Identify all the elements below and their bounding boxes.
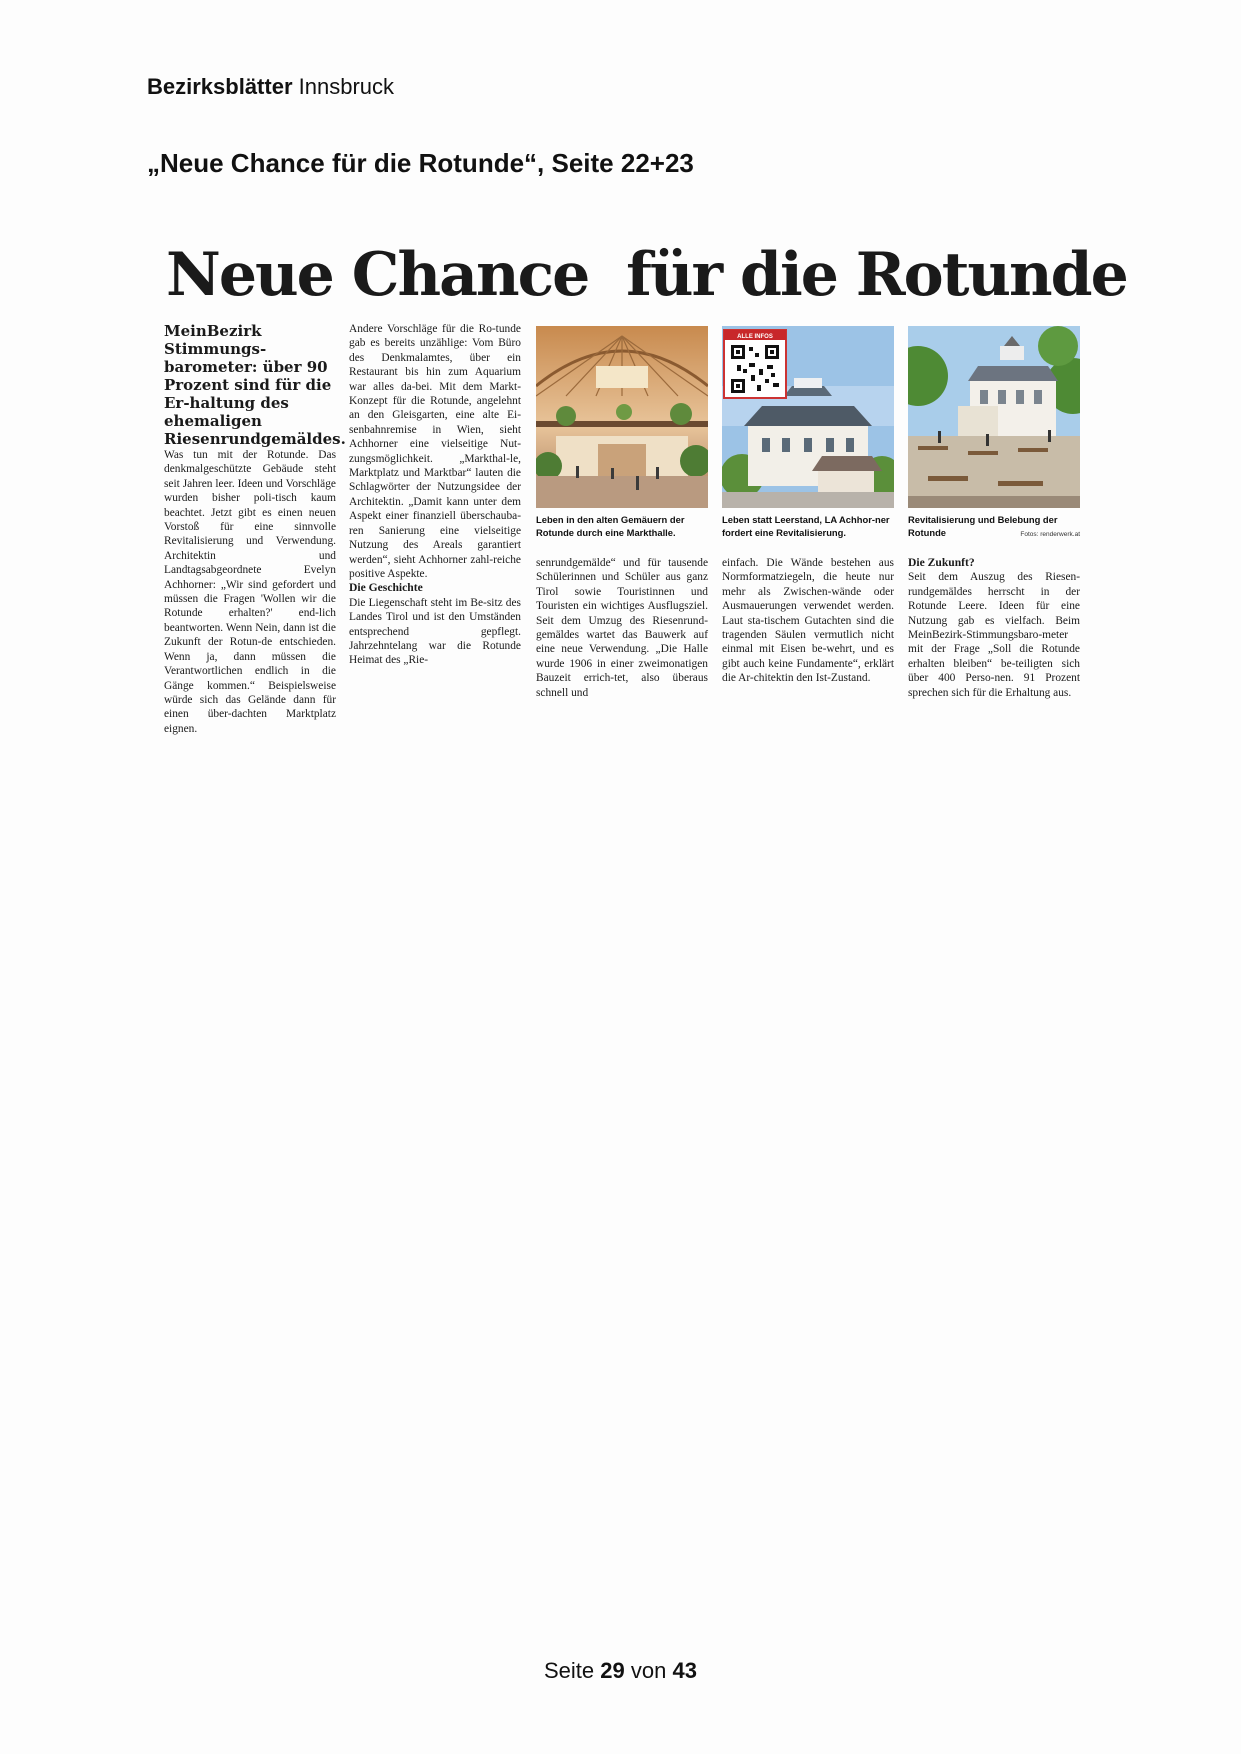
article-headline: Neue Chance für die Rotunde — [166, 240, 1127, 310]
column-2-text-continued: Die Liegenschaft steht im Be-sitz des Landes Tirol und ist den Umständen entsprechend gepflegt. Jahrzehntelang war die Rotunde Heimat des „Rie- — [349, 596, 521, 667]
column-2 — [349, 322, 521, 668]
qr-label: ALLE INFOS — [737, 334, 773, 340]
column-1 — [164, 322, 346, 736]
column-3-text: senrundgemälde“ und für tausende Schülerinnen und Schüler aus ganz Tirol sowie Touristinnen und Touristen ein wichtiges Ausflugsziel. Seit dem Umzug des Riesenrund-gemäldes wartet das Bauwerk auf eine neue Verwendung. „Die Halle wurde 1906 in einer zweimonatigen Bauzeit errich-tet, also überaus schnell und — [536, 557, 708, 699]
footer-middle: von — [630, 1658, 667, 1683]
column-5-text: Seit dem Auszug des Riesen-rundgemäldes herrscht in der Rotunde Leere. Ideen für eine Nutzung gab es vielfach. Beim MeinBezirk-Stimmungsbaro-meter mit der Frage „Soll die Rotunde erhalten bleiben“ be-teiligten sich über 400 Perso-nen. 91 Prozent sprechen sich für die Erhaltung aus. — [908, 571, 1080, 699]
caption-2: Leben statt Leerstand, LA Achhor-ner fordert eine Revitalisierung. — [722, 514, 890, 538]
photo-rotunde-exterior — [722, 326, 894, 508]
caption-3-text: Revitalisierung und Belebung der Rotunde — [908, 514, 1058, 538]
caption-1: Leben in den alten Gemäuern der Rotunde durch eine Markthalle. — [536, 514, 685, 538]
newspaper-clipping — [162, 240, 1127, 735]
article-reference: „Neue Chance für die Rotunde“, Seite 22+23 — [147, 148, 694, 178]
current-page-number: 29 — [600, 1658, 625, 1683]
publication-header — [147, 74, 394, 100]
total-pages: 43 — [672, 1658, 697, 1683]
subheading-geschichte: Die Geschichte — [349, 581, 423, 595]
footer-prefix: Seite — [544, 1658, 595, 1683]
article-lead: MeinBezirk Stimmungs-barometer: über 90 Prozent sind für die Er-haltung des ehemaligen Riesenrundgemäldes. — [164, 322, 346, 448]
photo-rotunde-terrace — [908, 326, 1080, 508]
publication-name: Bezirksblätter — [147, 74, 293, 99]
column-4 — [722, 556, 894, 686]
page-footer — [0, 1658, 1241, 1684]
column-5 — [908, 556, 1080, 700]
publication-region: Innsbruck — [298, 74, 395, 99]
column-1-text: Was tun mit der Rotunde. Das denkmalgeschützte Gebäude steht seit Jahren leer. Ideen und Vorschläge wurden bisher poli-tisch kaum beachtet. Jetzt gibt es einen neuen Vorstoß für eine sinnvolle Revitalisierung und Verwendung. Architektin und Landtagsabgeordnete Evelyn Achhorner: „Wir sind gefordert und müssen die Fragen 'Wollen wir die Rotunde erhalten?' end-lich beantworten. Wenn Nein, dann ist die Zukunft der Rotun-de entschieden. Wenn ja, dann müssen die Verantwortlichen endlich in die Gänge kommen.“ Beispielsweise würde sich das Gelände dann für einen über-dachten Marktplatz eignen. — [164, 449, 336, 735]
photo-market-hall — [536, 326, 708, 508]
caption-3 — [908, 513, 1080, 541]
column-3 — [536, 556, 708, 700]
photo-credit: Fotos: renderwerk.at — [1020, 531, 1080, 538]
column-4-text: einfach. Die Wände bestehen aus Normformatziegeln, die heute nur mehr als Zwischen-wände oder Ausmauerungen verwendet werden. Laut sta-tischem Gutachten sind die tragenden Säulen vermutlich nicht einmal mit Eisen be-wehrt, und es gibt auch keine Fundamente“, erklärt die Ar-chitektin den Ist-Zustand. — [722, 557, 894, 685]
subheading-zukunft: Die Zukunft? — [908, 556, 975, 569]
column-2-text: Andere Vorschläge für die Ro-tunde gab es bereits unzählige: Vom Büro des Denkmalamtes, über ein Restaurant bis hin zum Aquarium war alles da-bei. Mit dem Markt-Konzept für die Rotunde, angelehnt an den Gleisgarten, eine alte Ei-senbahnremise in Wien, sieht Achhorner eine vielseitige Nut-zungsmöglichkeit. „Markthal-le, Marktplatz und Marktbar“ lauten die Schlagwörter der Nutzungsidee der Architektin. „Damit kann unter dem Aspekt einer finanziell überschauba-ren Sanierung eine vielseitige Nutzung des Areals garantiert werden“, sieht Achhorner zahl-reiche positive Aspekte. — [349, 323, 521, 580]
